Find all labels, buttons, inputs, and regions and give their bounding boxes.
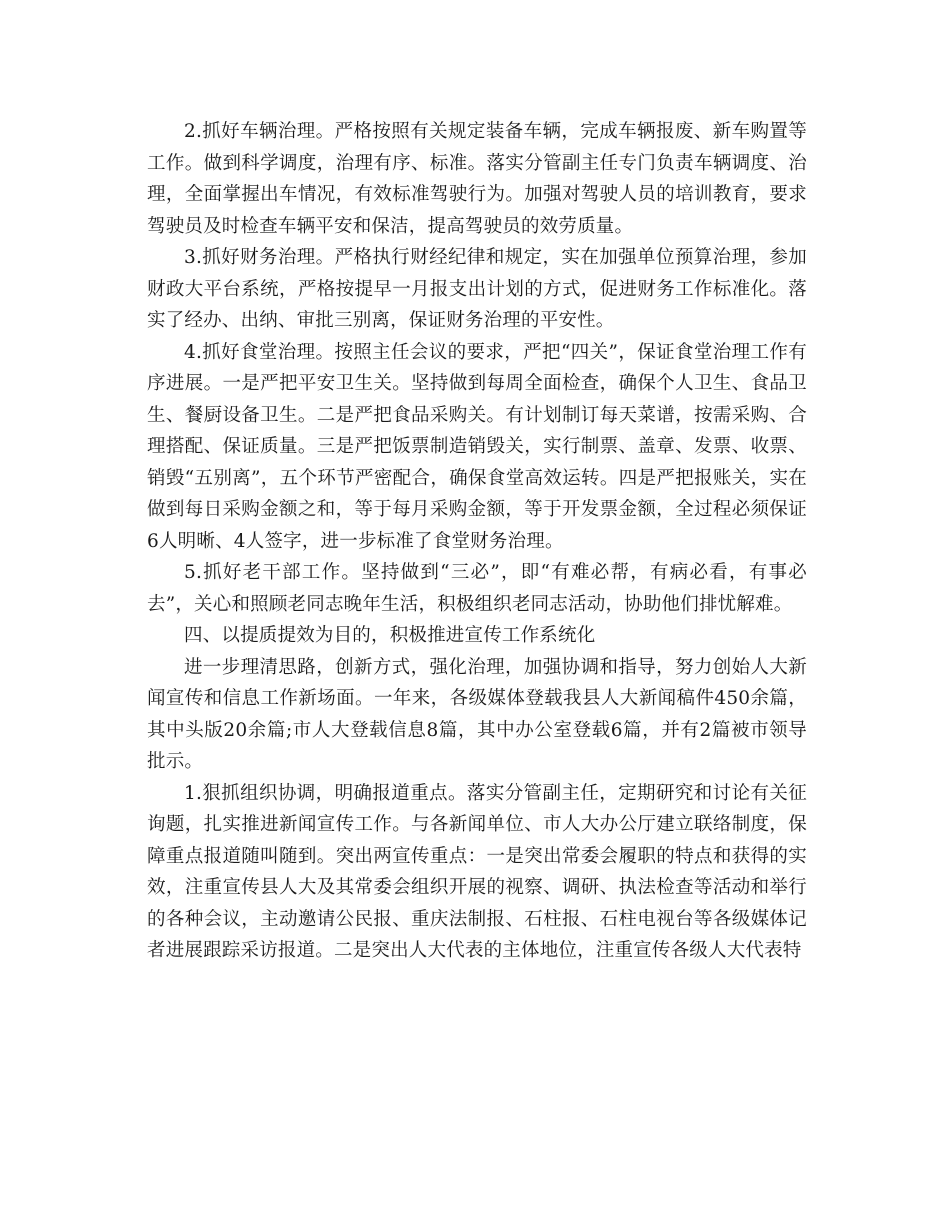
section-heading-publicity: 四、以提质提效为目的，积极推进宣传工作系统化 [184,625,596,646]
paragraph-publicity-overview: 进一步理清思路，创新方式，强化治理，加强协调和指导，努力创始人大新闻宣传和信息工作新场面。一年来，各级媒体登载我县人大新闻稿件450余篇，其中头版20余篇;市人大登载信息8篇，其中办公室登载6篇，并有2篇被市领导批示。 [147,656,807,772]
paragraph-organization-coordination: 1.狠抓组织协调，明确报道重点。落实分管副主任，定期研究和讨论有关征询题，扎实推进新闻宣传工作。与各新闻单位、市人大办公厅建立联络制度，保障重点报道随叫随到。突出两宣传重点：一是突出常委会履职的特点和获得的实效，注重宣传县人大及其常委会组织开展的视察、调研、执法检查等活动和举行的各种会议，主动邀请公民报、重庆法制报、石柱报、石柱电视台等各级媒体记者进展跟踪采访报道。二是突出人大代表的主体地位，注重宣传各级人大代表特 [147,782,807,961]
paragraph-canteen-management: 4.抓好食堂治理。按照主任会议的要求，严把“四关”，保证食堂治理工作有序进展。一是严把平安卫生关。坚持做到每周全面检查，确保个人卫生、食品卫生、餐厨设备卫生。二是严把食品采购关。有计划制订每天菜谱，按需采购、合理搭配、保证质量。三是严把饭票制造销毁关，实行制票、盖章、发票、收票、销毁“五别离”，五个环节严密配合，确保食堂高效运转。四是严把报账关，实在做到每日采购金额之和，等于每月采购金额，等于开发票金额，全过程必须保证6人明晰、4人签字，进一步标准了食堂财务治理。 [147,341,807,552]
paragraph-vehicle-management: 2.抓好车辆治理。严格按照有关规定装备车辆，完成车辆报废、新车购置等工作。做到科学调度，治理有序、标准。落实分管副主任专门负责车辆调度、治理，全面掌握出车情况，有效标准驾驶行为。加强对驾驶人员的培训教育，要求驾驶员及时检查车辆平安和保洁，提高驾驶员的效劳质量。 [147,121,807,237]
document-body [147,116,807,967]
paragraph-veteran-cadres: 5.抓好老干部工作。坚持做到“三必”，即“有难必帮，有病必看，有事必去”，关心和照顾老同志晚年生活，积极组织老同志活动，协助他们排忧解难。 [147,562,807,615]
paragraph-finance-management: 3.抓好财务治理。严格执行财经纪律和规定，实在加强单位预算治理，参加财政大平台系统，严格按提早一月报支出计划的方式，促进财务工作标准化。落实了经办、出纳、审批三别离，保证财务治理的平安性。 [147,247,807,331]
